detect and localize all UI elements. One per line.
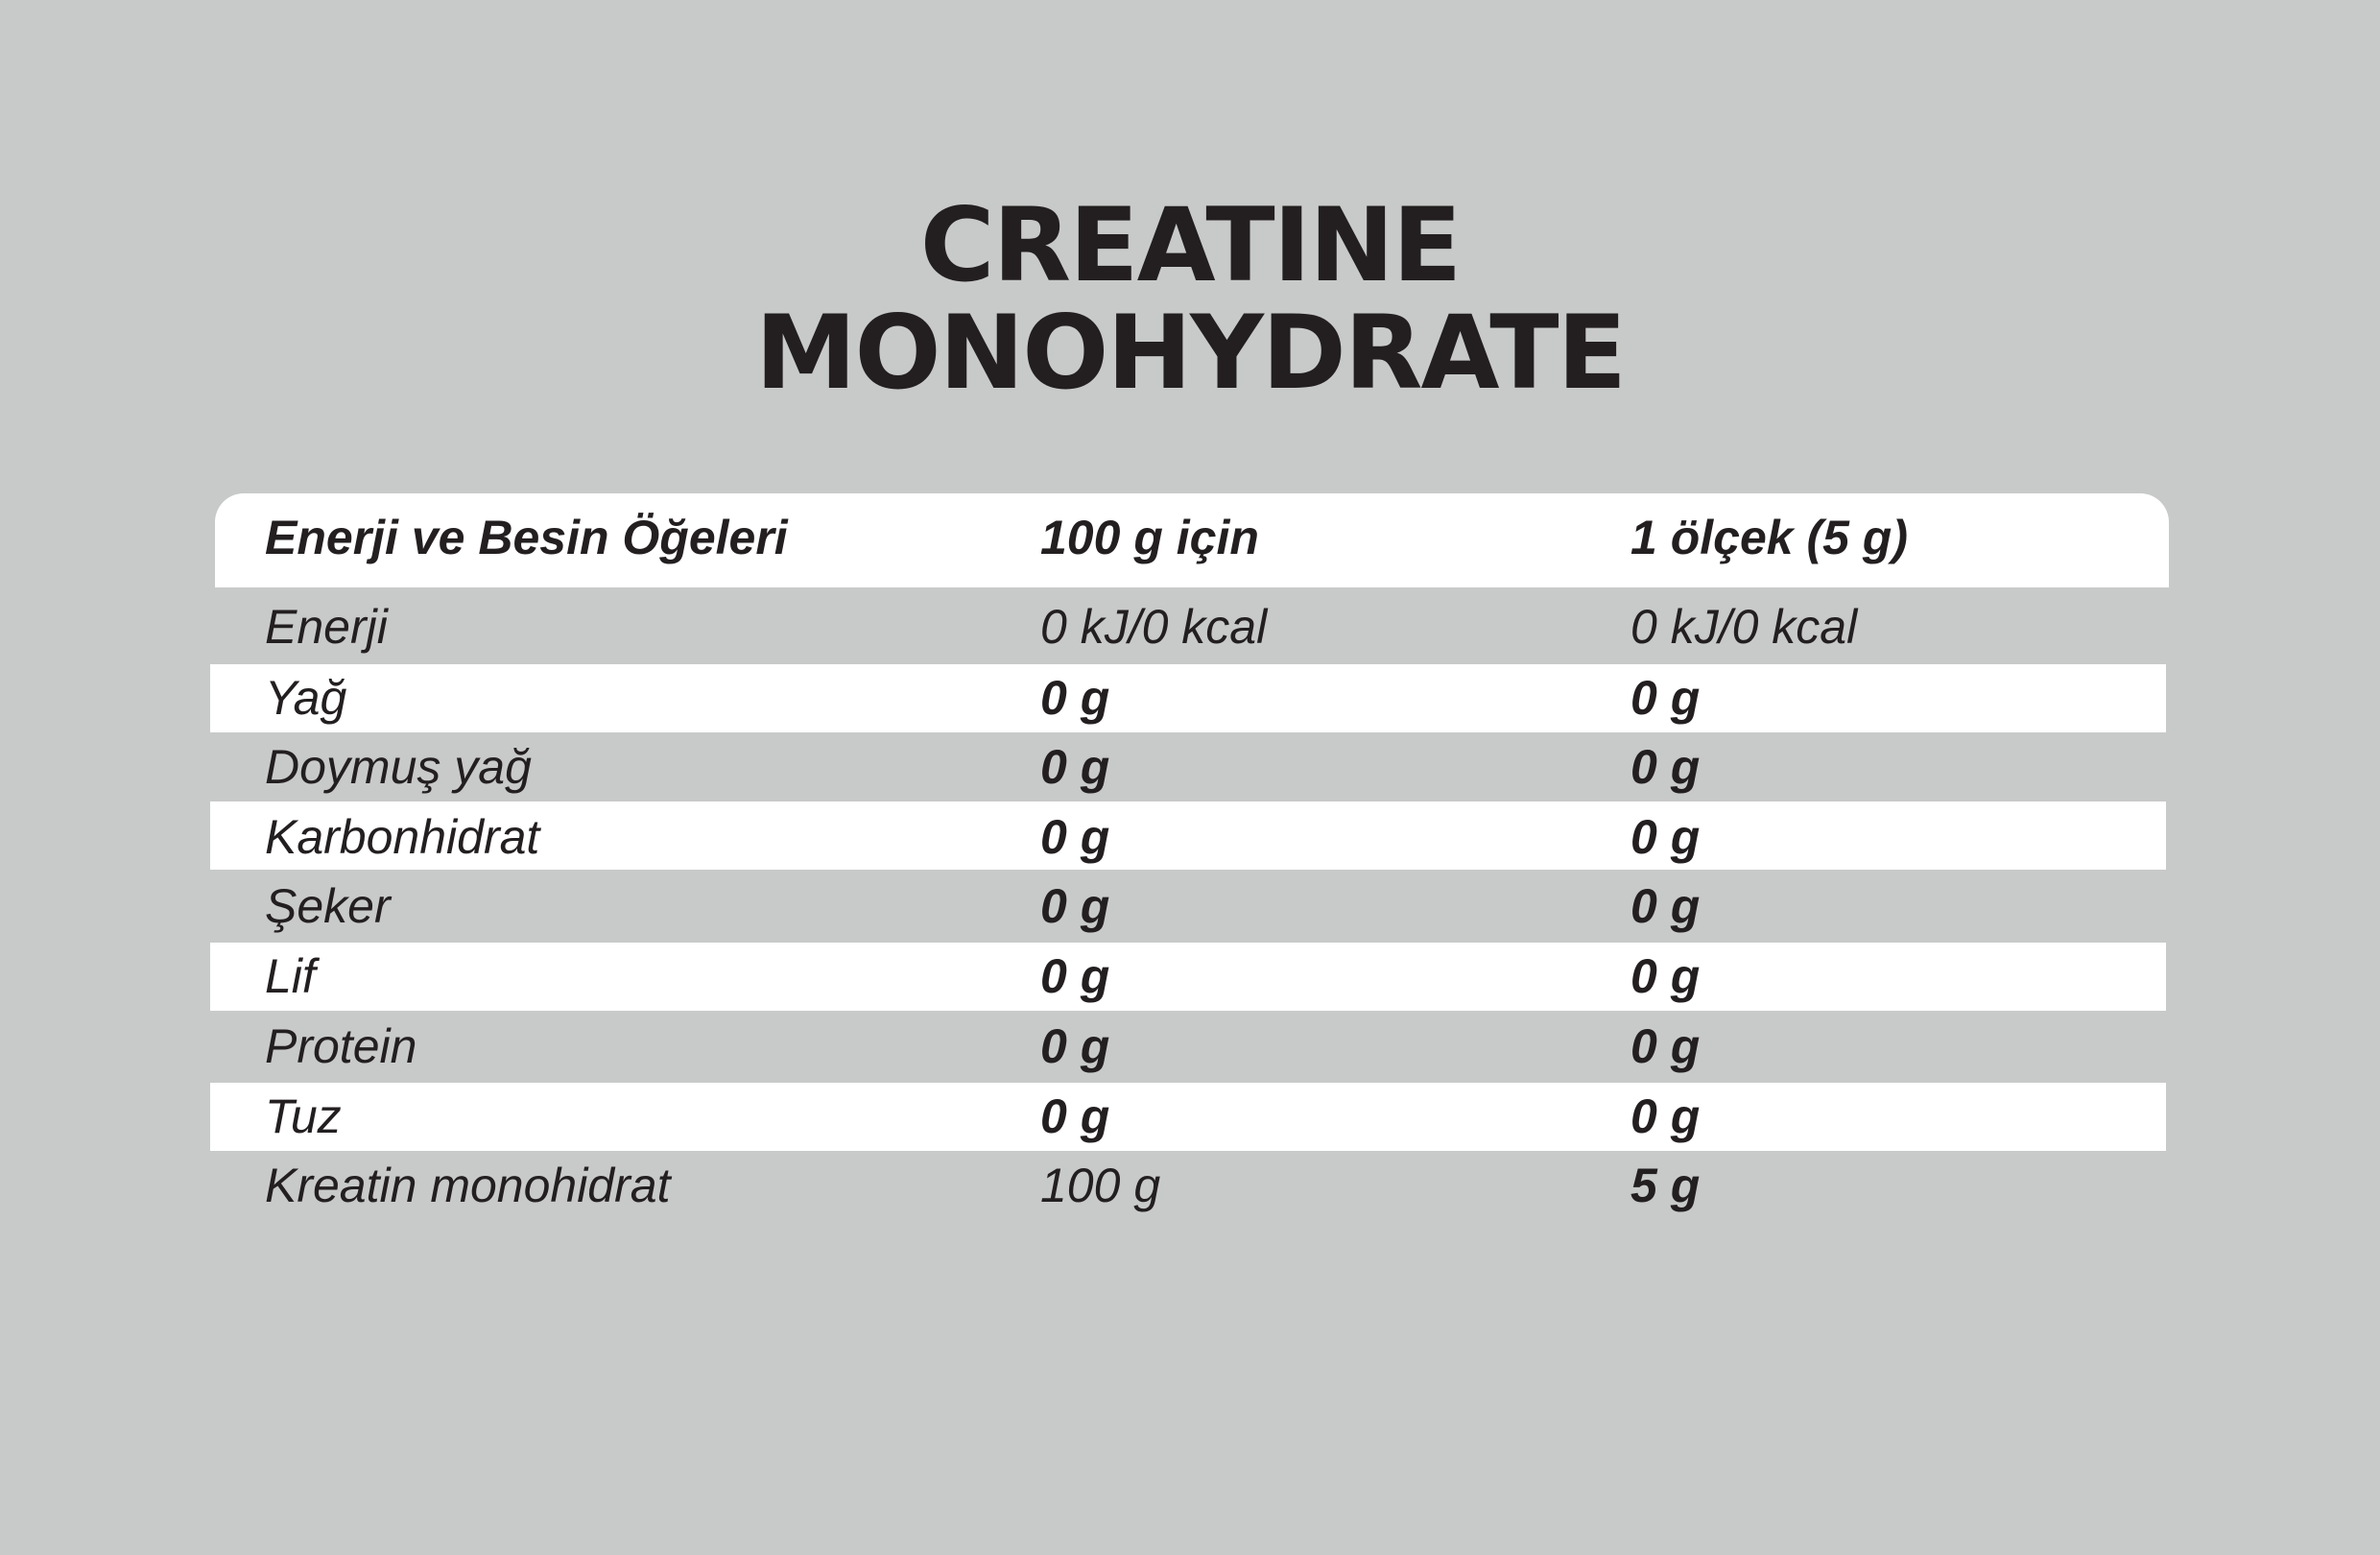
row-value-serving: 0 g [1630,1089,1701,1143]
row-label: Karbonhidrat [265,810,540,864]
row-stripe [210,1083,2166,1151]
title-line-2: MONOHYDRATE [754,294,1626,412]
row-label: Kreatin monohidrat [265,1159,671,1212]
row-value-100g: 0 g [1040,740,1110,794]
row-label: Enerji [265,600,388,654]
row-value-100g: 0 g [1040,1089,1110,1143]
header-per-100g: 100 g için [1040,511,1259,564]
row-label: Şeker [265,879,391,933]
row-value-100g: 0 g [1040,949,1110,1003]
row-value-100g: 0 g [1040,879,1110,933]
row-label: Lif [265,949,316,1003]
row-value-100g: 0 g [1040,671,1110,725]
row-value-100g: 100 g [1040,1159,1161,1212]
title-line-1: CREATINE [919,186,1461,304]
row-label: Protein [265,1019,417,1073]
row-value-100g: 0 kJ/0 kcal [1040,600,1268,654]
row-label: Doymuş yağ [265,740,532,794]
header-nutrient: Enerji ve Besin Öğeleri [265,511,788,564]
row-stripe [210,943,2166,1011]
row-label: Yağ [265,671,347,725]
row-label: Tuz [265,1089,342,1143]
row-value-serving: 0 g [1630,671,1701,725]
row-value-100g: 0 g [1040,1019,1110,1073]
row-value-serving: 0 g [1630,949,1701,1003]
row-value-serving: 0 g [1630,879,1701,933]
row-value-serving: 0 g [1630,740,1701,794]
row-value-serving: 0 kJ/0 kcal [1630,600,1858,654]
header-per-serving: 1 ölçek (5 g) [1630,511,1908,564]
row-value-serving: 0 g [1630,810,1701,864]
row-stripe [210,664,2166,732]
row-value-100g: 0 g [1040,810,1110,864]
row-value-serving: 5 g [1630,1159,1701,1212]
row-value-serving: 0 g [1630,1019,1701,1073]
